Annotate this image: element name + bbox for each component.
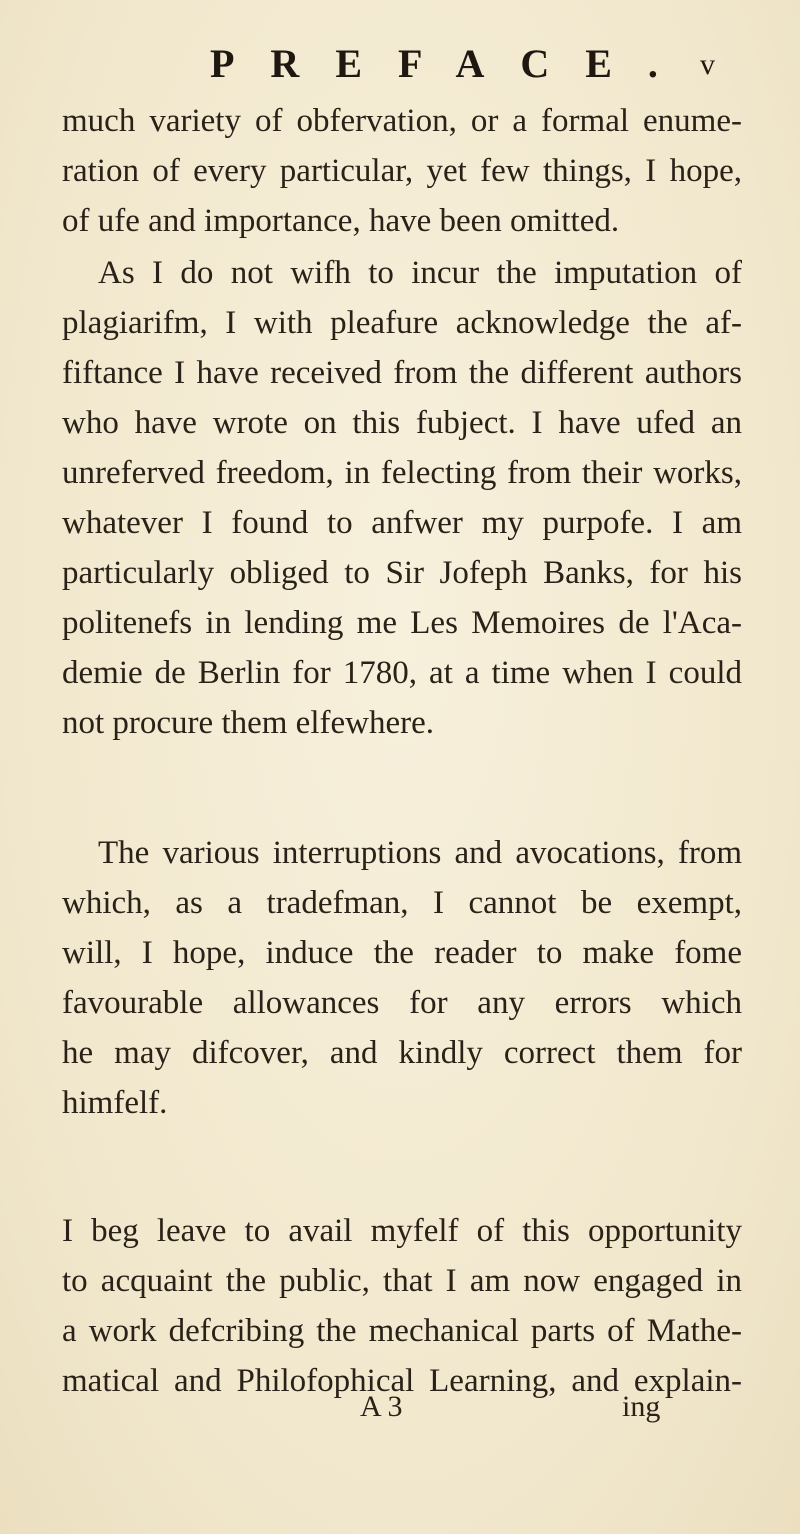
text-line: which, as a tradefman, I cannot be exempt,	[62, 885, 742, 921]
text-line: unreferved freedom, in felecting from their works,	[62, 455, 742, 491]
text-line: whatever I found to anfwer my purpofe. I am	[62, 505, 742, 541]
text-line: plagiarifm, I with pleafure acknowledge the af-	[62, 305, 742, 341]
page-footer	[0, 1390, 800, 1430]
text-line: not procure them elfewhere.	[62, 705, 434, 741]
paragraph-acknowledgement	[62, 248, 742, 748]
text-line: particularly obliged to Sir Jofeph Banks, for his	[62, 555, 742, 591]
signature-mark: A 3	[360, 1390, 403, 1423]
paragraph-announcement	[62, 1206, 742, 1406]
text-line: he may difcover, and kindly correct them for	[62, 1035, 742, 1071]
text-line: who have wrote on this fubject. I have ufed an	[62, 405, 742, 441]
text-line: a work defcribing the mechanical parts of Mathe-	[62, 1313, 742, 1349]
text-line: to acquaint the public, that I am now engaged in	[62, 1263, 742, 1299]
text-line: will, I hope, induce the reader to make fome	[62, 935, 742, 971]
page-number: v	[700, 48, 715, 81]
text-line: The various interruptions and avocations, from	[98, 835, 742, 871]
running-title: PREFACE.	[210, 41, 694, 86]
page-header	[0, 40, 800, 90]
text-line: favourable allowances for any errors which	[62, 985, 742, 1021]
text-line: politenefs in lending me Les Memoires de l'Aca-	[62, 605, 742, 641]
text-line: of ufe and importance, have been omitted.	[62, 203, 620, 239]
text-line: As I do not wifh to incur the imputation of	[98, 255, 742, 291]
paragraph-continuation	[62, 96, 742, 246]
text-line: much variety of obfervation, or a formal enume-	[62, 103, 742, 139]
text-line: himfelf.	[62, 1085, 168, 1121]
text-line: I beg leave to avail myfelf of this opportunity	[62, 1213, 742, 1249]
text-line: demie de Berlin for 1780, at a time when I could	[62, 655, 742, 691]
text-line: ration of every particular, yet few things, I hope,	[62, 153, 742, 189]
paragraph-interruptions	[62, 828, 742, 1128]
text-line: fiftance I have received from the different authors	[62, 355, 742, 391]
text-line: matical and Philofophical Learning, and explain-	[62, 1363, 742, 1399]
catchword: ing	[622, 1390, 661, 1423]
